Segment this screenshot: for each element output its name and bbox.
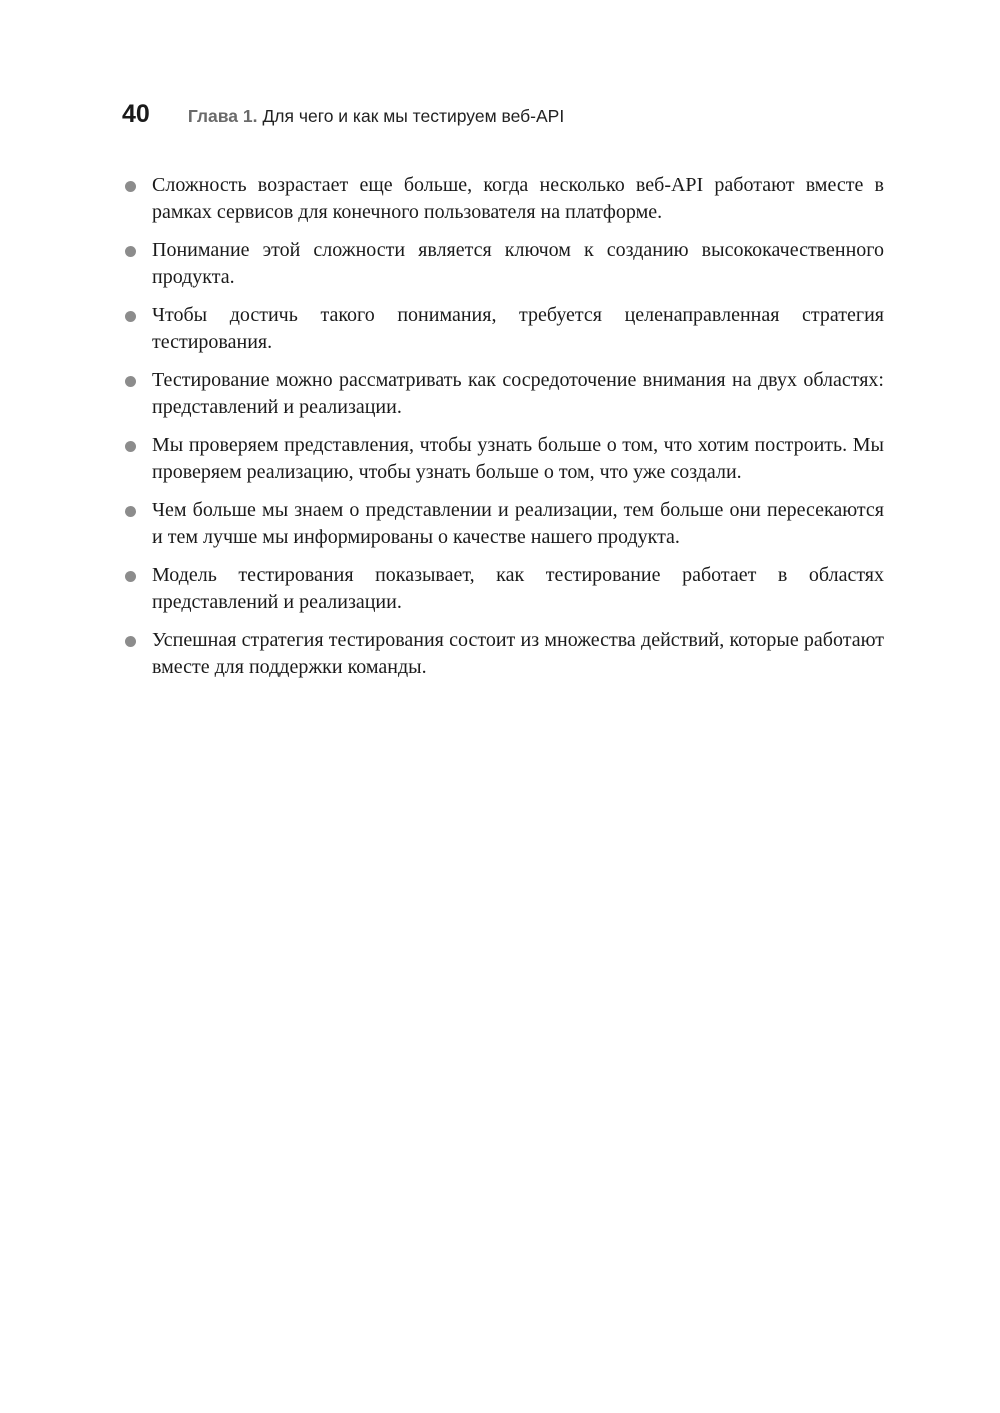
list-item-text: Тестирование можно рассматривать как сосредоточение внимания на двух областях: представлений и реализации. xyxy=(152,369,884,418)
bullet-icon xyxy=(125,246,136,257)
bullet-icon xyxy=(125,376,136,387)
bullet-icon xyxy=(125,311,136,322)
summary-bullet-list xyxy=(122,172,884,692)
list-item xyxy=(122,172,884,226)
page-number: 40 xyxy=(122,100,150,128)
list-item-text: Успешная стратегия тестирования состоит из множества действий, которые работают вместе для поддержки команды. xyxy=(152,629,884,678)
list-item-text: Сложность возрастает еще больше, когда несколько веб-API работают вместе в рамках сервисов для конечного пользователя на платформе. xyxy=(152,174,884,223)
list-item xyxy=(122,237,884,291)
list-item-text: Понимание этой сложности является ключом к созданию высококачественного продукта. xyxy=(152,239,884,288)
list-item-text: Мы проверяем представления, чтобы узнать больше о том, что хотим построить. Мы проверяем реализацию, чтобы узнать больше о том, что уже создали. xyxy=(152,434,884,483)
chapter-title: Для чего и как мы тестируем веб-API xyxy=(262,106,565,126)
list-item-text: Чем больше мы знаем о представлении и реализации, тем больше они пересекаются и тем лучше мы информированы о качестве нашего продукта. xyxy=(152,499,884,548)
list-item xyxy=(122,627,884,681)
list-item xyxy=(122,432,884,486)
bullet-icon xyxy=(125,571,136,582)
list-item-text: Модель тестирования показывает, как тестирование работает в областях представлений и реализации. xyxy=(152,564,884,613)
list-item-text: Чтобы достичь такого понимания, требуется целенаправленная стратегия тестирования. xyxy=(152,304,884,353)
list-item xyxy=(122,302,884,356)
list-item xyxy=(122,497,884,551)
bullet-icon xyxy=(125,506,136,517)
list-item xyxy=(122,562,884,616)
bullet-icon xyxy=(125,181,136,192)
list-item xyxy=(122,367,884,421)
bullet-icon xyxy=(125,441,136,452)
bullet-icon xyxy=(125,636,136,647)
chapter-label: Глава 1. xyxy=(187,106,258,126)
page-header xyxy=(122,100,564,129)
